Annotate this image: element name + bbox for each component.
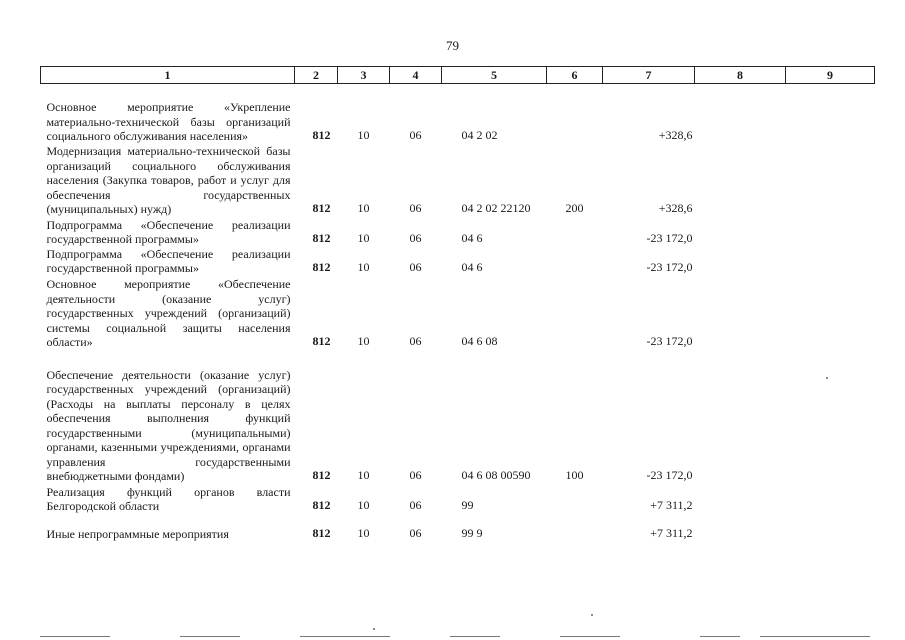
table-row	[41, 144, 875, 217]
row-col-9	[786, 276, 875, 350]
row-amount: -23 172,0	[646, 467, 693, 482]
row-col-9	[786, 217, 875, 247]
row-amount: +328,6	[658, 127, 693, 142]
row-subsection: 06	[409, 230, 422, 245]
row-section: 10	[357, 497, 370, 512]
row-subsection: 06	[409, 259, 422, 274]
row-expense-type	[547, 276, 603, 350]
row-code: 812	[312, 200, 331, 215]
row-name: Реализация функций органов власти Белгородской области	[46, 484, 291, 513]
row-expense-type: 200	[565, 200, 584, 215]
row-code: 812	[312, 467, 331, 482]
table-row	[41, 350, 875, 484]
header-col-1: 1	[41, 67, 295, 84]
row-code: 812	[312, 127, 331, 142]
row-col-8	[695, 144, 786, 217]
row-section: 10	[357, 525, 370, 540]
row-amount: -23 172,0	[646, 259, 693, 274]
row-expense-type: 100	[565, 467, 584, 482]
scan-edge-line	[40, 636, 110, 637]
row-col-8	[695, 484, 786, 514]
header-col-3: 3	[338, 67, 390, 84]
row-amount: -23 172,0	[646, 333, 693, 348]
row-target-article: 04 6 08	[461, 333, 498, 348]
row-target-article: 04 6	[461, 259, 483, 274]
row-target-article: 99	[461, 497, 474, 512]
table-header-row	[41, 67, 875, 84]
row-target-article: 04 6 08 00590	[461, 467, 531, 482]
row-section: 10	[357, 333, 370, 348]
row-expense-type	[547, 217, 603, 247]
row-name: Иные непрограммные мероприятия	[46, 527, 229, 541]
scan-edge-line	[180, 636, 240, 637]
row-target-article: 04 2 02 22120	[461, 200, 531, 215]
scan-edge-line	[560, 636, 620, 637]
row-target-article: 04 2 02	[461, 127, 498, 142]
row-code: 812	[312, 333, 331, 348]
row-subsection: 06	[409, 467, 422, 482]
row-code: 812	[312, 525, 331, 540]
scan-speck	[591, 614, 593, 616]
header-col-7: 7	[603, 67, 695, 84]
row-name: Подпрограмма «Обеспечение реализации государственной программы»	[46, 246, 291, 275]
scan-edge-line	[300, 636, 390, 637]
scan-edge-line	[760, 636, 870, 637]
row-expense-type	[547, 514, 603, 542]
row-target-article: 99 9	[461, 525, 483, 540]
row-col-9	[786, 144, 875, 217]
row-subsection: 06	[409, 333, 422, 348]
row-expense-type	[547, 84, 603, 144]
scan-edge-line	[450, 636, 500, 637]
row-name: Основное мероприятие «Обеспечение деятельности (оказание услуг) государственных учреждений (организаций) системы социальной защиты населения области»	[46, 277, 291, 349]
row-subsection: 06	[409, 200, 422, 215]
row-target-article: 04 6	[461, 230, 483, 245]
row-name: Подпрограмма «Обеспечение реализации государственной программы»	[46, 217, 291, 246]
row-col-8	[695, 350, 786, 484]
row-col-8	[695, 247, 786, 276]
row-section: 10	[357, 467, 370, 482]
table-row	[41, 247, 875, 276]
row-code: 812	[312, 497, 331, 512]
row-amount: +7 311,2	[650, 497, 693, 512]
row-code: 812	[312, 259, 331, 274]
header-col-2: 2	[295, 67, 338, 84]
row-col-8	[695, 276, 786, 350]
scan-speck	[373, 628, 375, 630]
table-row	[41, 276, 875, 350]
row-name: Обеспечение деятельности (оказание услуг) государственных учреждений (организаций) (Расходы на выплаты персоналу в целях обеспечения выполнения функций государственными (муниципальными) органами, казенными учреждениями, органами управления государственными внебюджетными фондами)	[46, 367, 291, 483]
row-section: 10	[357, 259, 370, 274]
row-expense-type	[547, 484, 603, 514]
row-subsection: 06	[409, 127, 422, 142]
row-name: Модернизация материально-технической базы организаций социального обслуживания населения (Закупка товаров, работ и услуг для обеспечения государственных (муниципальных) нужд)	[46, 144, 291, 216]
row-col-9	[786, 247, 875, 276]
header-col-8: 8	[695, 67, 786, 84]
row-section: 10	[357, 200, 370, 215]
row-expense-type	[547, 247, 603, 276]
header-col-9: 9	[786, 67, 875, 84]
row-col-9	[786, 514, 875, 542]
row-col-9	[786, 84, 875, 144]
row-col-8	[695, 84, 786, 144]
row-name: Основное мероприятие «Укрепление материально-технической базы организаций социального обслуживания населения»	[46, 100, 291, 143]
row-amount: +328,6	[658, 200, 693, 215]
row-col-9	[786, 484, 875, 514]
row-amount: -23 172,0	[646, 230, 693, 245]
row-amount: +7 311,2	[650, 525, 693, 540]
row-col-8	[695, 514, 786, 542]
page-number: 79	[446, 38, 459, 53]
budget-table	[40, 66, 875, 542]
header-col-5: 5	[442, 67, 547, 84]
row-col-8	[695, 217, 786, 247]
scan-edge-line	[700, 636, 740, 637]
row-col-9	[786, 350, 875, 484]
table-row	[41, 514, 875, 542]
row-code: 812	[312, 230, 331, 245]
table-row	[41, 484, 875, 514]
table-row	[41, 84, 875, 144]
row-subsection: 06	[409, 497, 422, 512]
row-section: 10	[357, 230, 370, 245]
header-col-4: 4	[390, 67, 442, 84]
row-subsection: 06	[409, 525, 422, 540]
header-col-6: 6	[547, 67, 603, 84]
scan-speck	[826, 377, 828, 379]
row-section: 10	[357, 127, 370, 142]
table-row	[41, 217, 875, 247]
